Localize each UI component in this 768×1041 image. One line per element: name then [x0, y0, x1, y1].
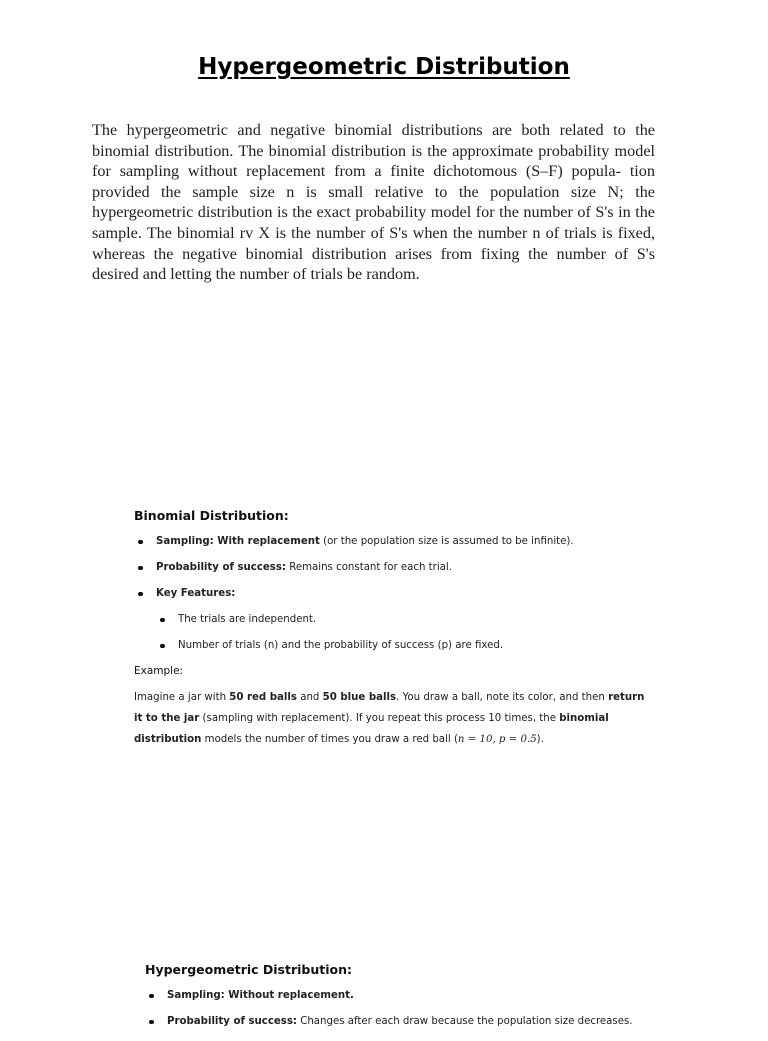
example-label: Example: [134, 665, 184, 677]
sub-bullet-text: Number of trials (n) and the probability of success (p) are fixed. [178, 640, 504, 651]
bullet-icon [138, 540, 143, 545]
bullet-icon [149, 994, 154, 999]
example-part: and [296, 692, 323, 703]
hypergeometric-section [145, 962, 665, 1041]
list-item [156, 613, 654, 627]
example-part: Imagine a jar with [134, 692, 230, 703]
example-bold: 50 blue balls [322, 692, 397, 703]
list-item [145, 1015, 665, 1029]
intro-line-8: S's desired and letting the number of trials be random. [92, 244, 656, 284]
example-bold: return it to the jar [134, 692, 645, 724]
intro-line-3: model for sampling without replacement from a finite dichotomous (S–F) popula- [92, 141, 656, 181]
binomial-heading: Binomial Distribution: [134, 508, 289, 523]
list-item [145, 989, 665, 1003]
page-title: Hypergeometric Distribution [198, 54, 570, 80]
key-features-list [156, 613, 654, 653]
intro-line-1: The hypergeometric and negative binomial distributions are both related to the [92, 121, 655, 139]
example-math: n = 10, p = 0.5 [457, 734, 537, 745]
bullet-icon [160, 644, 165, 649]
list-item [156, 639, 654, 653]
intro-line-5: hypergeometric distribution is the exact probability model for the number of S's in [92, 203, 631, 222]
bullet-icon [160, 618, 165, 623]
example-bold: 50 red balls [229, 692, 297, 703]
list-item [134, 535, 654, 549]
bullet-label: Sampling: With replacement [156, 536, 320, 547]
bullet-text: Changes after each draw because the population size decreases. [296, 1016, 633, 1027]
intro-line-7: fixed, whereas the negative binomial distribution arises from fixing the number of [92, 223, 656, 263]
bullet-label: Probability of success: [167, 1016, 297, 1027]
example-part: (sampling with replacement). If you repeat this process 10 times, the [199, 713, 560, 724]
binomial-bullets [134, 535, 654, 601]
sub-bullet-text: The trials are independent. [178, 614, 317, 625]
intro-paragraph [92, 120, 655, 285]
example-part: . You draw a ball, note its color, and then [396, 692, 609, 703]
example-text [134, 687, 654, 750]
example-part: ). [536, 734, 544, 745]
bullet-label: Probability of success: [156, 562, 286, 573]
hypergeometric-bullets [145, 989, 665, 1029]
intro-line-2: binomial distribution. The binomial distribution is the approximate probability [92, 141, 610, 160]
example-part: models the number of times you draw a red ball ( [201, 734, 458, 745]
bullet-text: (or the population size is assumed to be infinite). [319, 536, 574, 547]
bullet-icon [149, 1020, 154, 1025]
list-item [134, 587, 654, 601]
hypergeometric-heading: Hypergeometric Distribution: [145, 962, 353, 977]
binomial-section [134, 508, 654, 750]
example-bold: binomial distribution [134, 713, 609, 745]
bullet-label: Sampling: Without replacement. [167, 990, 354, 1001]
list-item [134, 561, 654, 575]
intro-line-6: the sample. The binomial rv X is the number of S's when the number n of trials is [92, 203, 655, 242]
intro-line-4: tion provided the sample size n is small relative to the population size N; the [92, 162, 655, 201]
bullet-icon [138, 566, 143, 571]
bullet-icon [138, 592, 143, 597]
bullet-label: Key Features: [156, 588, 236, 599]
bullet-text: Remains constant for each trial. [285, 562, 452, 573]
